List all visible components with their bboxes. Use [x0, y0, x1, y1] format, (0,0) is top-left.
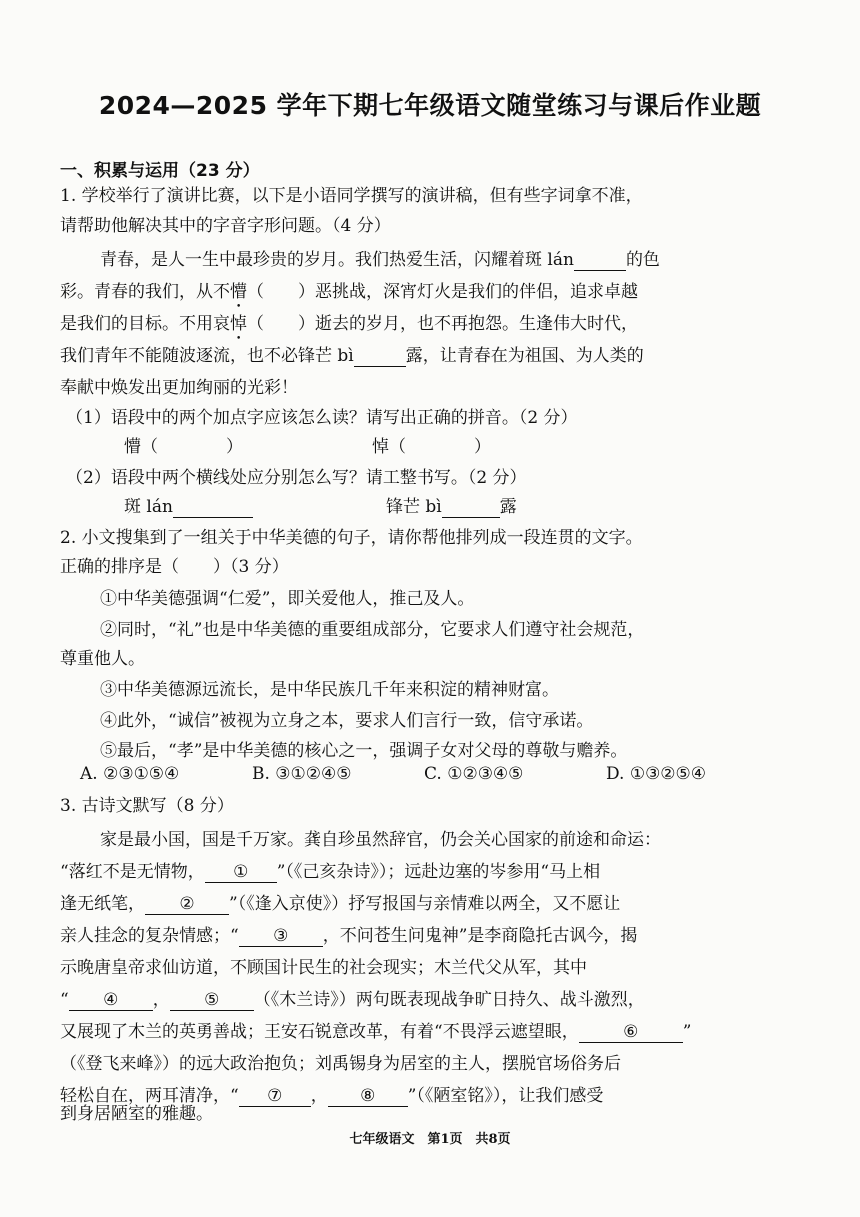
poem-text: ”（《逢入京使》）抒写报国与亲情难以两全，又不愿让 — [229, 894, 621, 914]
fill-blank-4[interactable]: ④ — [69, 991, 153, 1011]
q1-passage-line4 — [60, 346, 644, 367]
fill-blank-1[interactable]: ① — [205, 863, 277, 883]
fill-blank-5[interactable]: ⑤ — [170, 991, 254, 1011]
dotted-char: 懵 — [230, 282, 247, 302]
poem-text: ， — [152, 990, 170, 1010]
passage-text: 的色 — [625, 250, 660, 270]
passage-text: 露，让青春在为祖国、为人类的 — [405, 346, 644, 366]
q1-stem-line2: 请帮助他解决其中的字音字形问题。（4 分） — [60, 216, 391, 236]
passage-text: 青春，是人一生中最珍贵的岁月。我们热爱生活，闪耀着斑 lán — [100, 250, 574, 270]
q1-sub2: （2）语段中两个横线处应分别怎么写？请工整书写。（2 分） — [66, 468, 527, 488]
passage-text: 我们青年不能随波逐流，也不必锋芒 bì — [60, 346, 354, 366]
sub2-label: 锋芒 bì — [386, 497, 442, 517]
fill-blank-6[interactable]: ⑥ — [579, 1023, 683, 1043]
dotted-char: 悼 — [230, 314, 247, 334]
poem-text: 亲人挂念的复杂情感；“ — [60, 926, 239, 946]
passage-text: 彩。青春的我们，从不 — [60, 282, 230, 302]
q1-sub1-answer-a[interactable]: 懵（ ） — [124, 437, 243, 457]
q3-line10: 到身居陋室的雅趣。 — [60, 1104, 213, 1124]
passage-text: 是我们的目标。不用哀 — [60, 314, 230, 334]
poem-text: ” — [682, 1022, 692, 1042]
answer-blank[interactable] — [574, 251, 626, 271]
fill-blank-2[interactable]: ② — [145, 895, 229, 915]
q3-line8: （《登飞来峰》）的远大政治抱负；刘禹锡身为居室的主人，摆脱官场俗务后 — [60, 1054, 621, 1074]
q2-option-b[interactable]: B. ③①②④⑤ — [252, 764, 352, 784]
q2-sentence-4: ④此外，“诚信”被视为立身之本，要求人们言行一致，信守承诺。 — [100, 711, 594, 731]
poem-text: “ — [60, 990, 69, 1010]
q1-passage-line3 — [60, 314, 638, 344]
q2-sentence-5: ⑤最后，“孝”是中华美德的核心之一，强调子女对父母的尊敬与赡养。 — [100, 741, 628, 761]
q1-sub2-answer-a — [124, 497, 253, 518]
answer-blank[interactable] — [354, 347, 406, 367]
q3-line7 — [60, 1022, 691, 1043]
q3-line3 — [60, 894, 620, 915]
poem-text: 又展现了木兰的英勇善战；王安石锐意改革，有着“不畏浮云遮望眼， — [60, 1022, 579, 1042]
section-heading: 一、积累与运用（23 分） — [60, 161, 260, 181]
q3-line5: 示晚唐皇帝求仙访道，不顾国计民生的社会现实；木兰代父从军，其中 — [60, 958, 587, 978]
q2-stem-line2: 正确的排序是（ ）（3 分） — [60, 557, 289, 577]
q1-passage-line2 — [60, 282, 638, 312]
q2-sentence-2-cont: 尊重他人。 — [60, 649, 145, 669]
poem-text: ”（《己亥杂诗》）；远赴边塞的岑参用“马上相 — [276, 862, 601, 882]
q1-passage-line1 — [100, 250, 660, 271]
q3-stem: 3. 古诗文默写（8 分） — [60, 796, 234, 816]
answer-blank[interactable] — [173, 498, 253, 518]
q3-line4 — [60, 926, 637, 947]
fill-blank-8[interactable]: ⑧ — [328, 1087, 408, 1107]
q2-sentence-1: ①中华美德强调“仁爱”，即关爱他人，推己及人。 — [100, 589, 475, 609]
q1-sub1-answer-b[interactable]: 悼（ ） — [372, 437, 491, 457]
poem-text: ”（《陋室铭》），让我们感受 — [407, 1086, 604, 1106]
poem-text: ， — [310, 1086, 328, 1106]
q1-sub2-answer-b — [386, 497, 517, 518]
q1-passage-line5: 奉献中焕发出更加绚丽的光彩！ — [60, 378, 298, 398]
passage-text: （ ）逝去的岁月，也不再抱怨。生逢伟大时代， — [247, 314, 638, 334]
fill-blank-7[interactable]: ⑦ — [239, 1087, 311, 1107]
poem-text: ，不问苍生问鬼神”是李商隐托古讽今，揭 — [322, 926, 638, 946]
poem-text: （《木兰诗》）两句既表现战争旷日持久、战斗激烈， — [253, 990, 645, 1010]
page-footer: 七年级语文 第1页 共8页 — [349, 1132, 511, 1147]
q2-stem-line1: 2. 小文搜集到了一组关于中华美德的句子，请你帮他排列成一段连贯的文字。 — [60, 528, 643, 548]
q3-line1: 家是最小国，国是千万家。龚自珍虽然辞官，仍会关心国家的前途和命运： — [100, 830, 661, 850]
sub2-label: 露 — [499, 497, 517, 517]
poem-text: “落红不是无情物， — [60, 862, 205, 882]
q1-stem-line1: 1. 学校举行了演讲比赛，以下是小语同学撰写的演讲稿，但有些字词拿不准， — [60, 186, 643, 206]
q3-line6 — [60, 990, 645, 1011]
q2-sentence-3: ③中华美德源远流长，是中华民族几千年来积淀的精神财富。 — [100, 680, 559, 700]
poem-text: 轻松自在，两耳清净，“ — [60, 1086, 239, 1106]
q2-sentence-2: ②同时，“礼”也是中华美德的重要组成部分，它要求人们遵守社会规范， — [100, 620, 645, 640]
q2-option-d[interactable]: D. ①③②⑤④ — [606, 764, 707, 784]
q3-line2 — [60, 862, 600, 883]
poem-text: 逢无纸笔， — [60, 894, 145, 914]
q2-option-a[interactable]: A. ②③①⑤④ — [80, 764, 180, 784]
sub2-label: 斑 lán — [124, 497, 173, 517]
page-title: 2024—2025 学年下期七年级语文随堂练习与课后作业题 — [98, 91, 762, 120]
passage-text: （ ）恶挑战，深宵灯火是我们的伴侣，追求卓越 — [247, 282, 638, 302]
q2-option-c[interactable]: C. ①②③④⑤ — [424, 764, 524, 784]
fill-blank-3[interactable]: ③ — [239, 927, 323, 947]
answer-blank[interactable] — [442, 498, 500, 518]
q1-sub1: （1）语段中的两个加点字应该怎么读？请写出正确的拼音。（2 分） — [66, 408, 578, 428]
